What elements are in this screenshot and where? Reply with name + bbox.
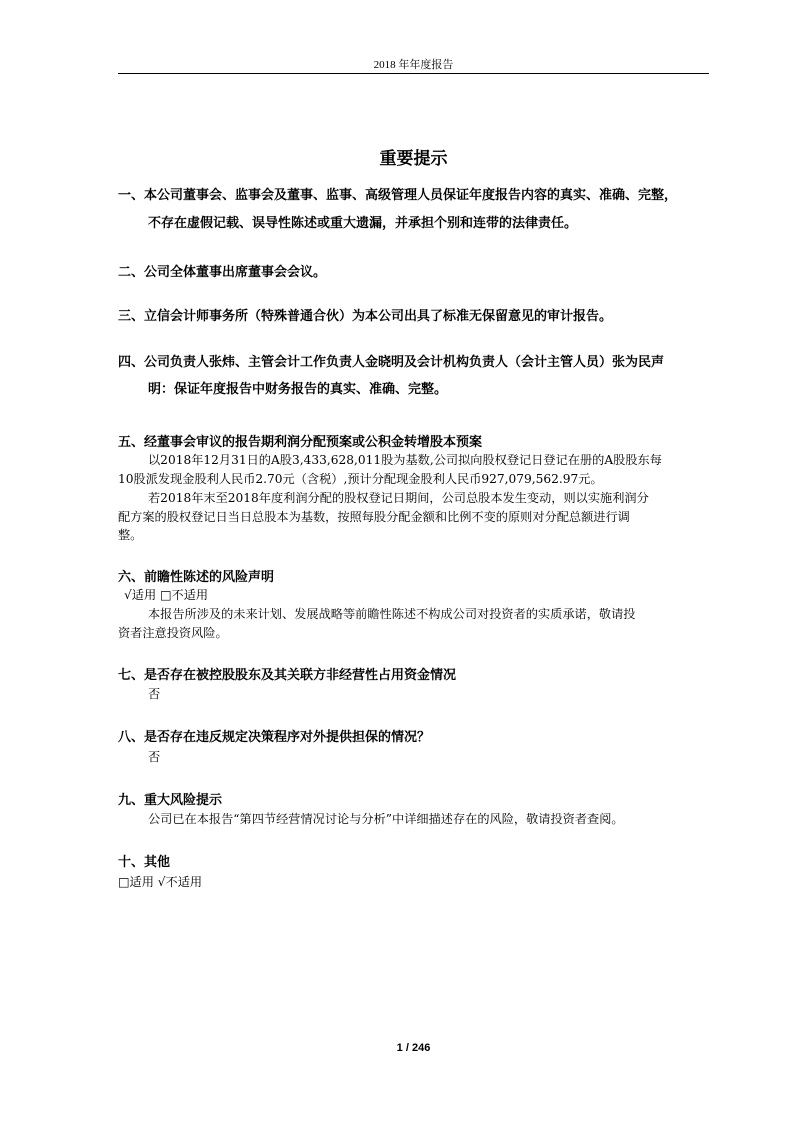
page-number: 1 / 246 — [396, 1042, 431, 1054]
header-divider — [118, 73, 709, 74]
section-9-para: 公司已在本报告“第四节经营情况讨论与分析”中详细描述存在的风险，敬请投资者查阅。 — [148, 812, 624, 826]
section-6-para-line-1: 本报告所涉及的未来计划、发展战略等前瞻性陈述不构成公司对投资者的实质承诺，敬请投 — [148, 607, 636, 621]
section-5-para-1-line-2: 10股派发现金股利人民币2.70元（含税）,预计分配现金股利人民币927,079,562.97元。 — [118, 472, 603, 486]
section-8-title: 八、是否存在违反规定决策程序对外提供担保的情况？ — [118, 730, 431, 745]
section-7-title: 七、是否存在被控股股东及其关联方非经营性占用资金情况 — [118, 668, 457, 683]
section-9-title: 九、重大风险提示 — [118, 793, 223, 808]
section-4-line-1: 四、公司负责人张炜、主管会计工作负责人金晓明及会计机构负责人（会计主管人员）张为民声 — [118, 355, 665, 370]
section-6-applicability: √适用 □不适用 — [124, 588, 209, 602]
section-4-line-2: 明：保证年度报告中财务报告的真实、准确、完整。 — [148, 382, 448, 397]
section-5-para-1-line-1: 以2018年12月31日的A股3,433,628,011股为基数,公司拟向股权登记日登记在册的A股股东每 — [148, 453, 662, 467]
section-5-para-2-line-3: 整。 — [118, 528, 143, 542]
page-title: 重要提示 — [379, 149, 448, 169]
section-10-title: 十、其他 — [118, 855, 171, 870]
section-6-para-line-2: 资者注意投资风险。 — [118, 626, 228, 640]
section-5-para-2-line-2: 配方案的股权登记日当日总股本为基数，按照每股分配金额和比例不变的原则对分配总额进行调 — [118, 510, 630, 524]
section-2: 二、公司全体董事出席董事会会议。 — [118, 265, 327, 280]
header-title: 2018 年年度报告 — [373, 59, 454, 71]
section-7-answer: 否 — [148, 687, 161, 701]
section-1-line-2: 不存在虚假记载、误导性陈述或重大遗漏，并承担个别和连带的法律责任。 — [148, 216, 578, 231]
section-8-answer: 否 — [148, 750, 161, 764]
section-6-title: 六、前瞻性陈述的风险声明 — [118, 570, 275, 585]
section-10-applicability: □适用 √不适用 — [118, 875, 203, 889]
section-5-title: 五、经董事会审议的报告期利润分配预案或公积金转增股本预案 — [118, 435, 483, 450]
section-3: 三、立信会计师事务所（特殊普通合伙）为本公司出具了标准无保留意见的审计报告。 — [118, 309, 613, 324]
section-5-para-2-line-1: 若2018年末至2018年度利润分配的股权登记日期间，公司总股本发生变动，则以实施利润分 — [148, 491, 649, 505]
section-1-line-1: 一、本公司董事会、监事会及董事、监事、高级管理人员保证年度报告内容的真实、准确、完整， — [118, 188, 678, 203]
